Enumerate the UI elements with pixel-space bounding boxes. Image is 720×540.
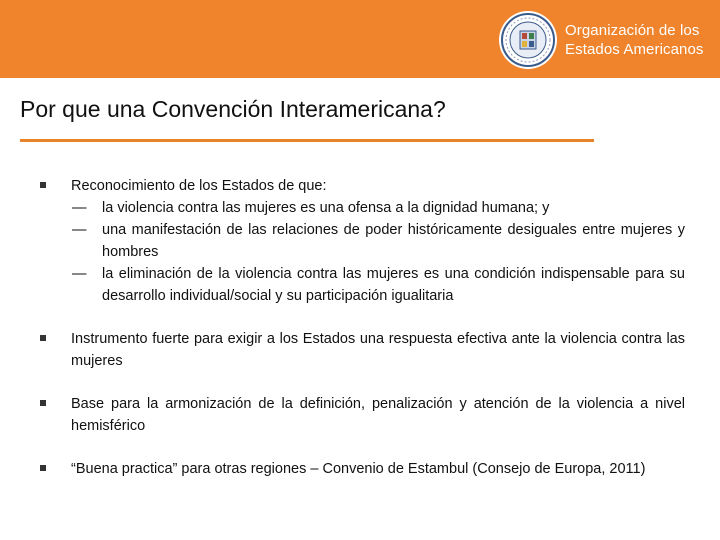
organization-name <box>565 21 704 59</box>
subitem <box>71 197 685 219</box>
bullet-text: Base para la armonización de la definición, penalización y atención de la violencia a nivel hemisférico <box>71 396 685 434</box>
bullet-item-recognition <box>40 175 685 307</box>
oas-seal-icon <box>498 10 558 70</box>
subitem-text: la violencia contra las mujeres es una ofensa a la dignidad humana; y <box>102 200 550 216</box>
dash-marker: — <box>72 266 87 282</box>
title-divider <box>20 139 594 142</box>
bullet-text: Reconocimiento de los Estados de que: <box>71 178 327 194</box>
subitem-text: una manifestación de las relaciones de poder históricamente desiguales entre mujeres y hombres <box>102 222 685 260</box>
bullet-item-instrument <box>40 328 685 372</box>
subitem <box>71 219 685 263</box>
square-bullet-icon <box>40 400 46 406</box>
dash-marker: — <box>72 222 87 238</box>
dash-marker: — <box>72 200 87 216</box>
bullet-list <box>40 175 685 501</box>
subitem <box>71 263 685 307</box>
square-bullet-icon <box>40 335 46 341</box>
bullet-item-good-practice <box>40 458 685 480</box>
bullet-text: Instrumento fuerte para exigir a los Estados una respuesta efectiva ante la violencia contra las mujeres <box>71 331 685 369</box>
bullet-item-harmonization <box>40 393 685 437</box>
slide-title: Por que una Convención Interamericana? <box>20 96 446 122</box>
header-banner <box>0 0 720 78</box>
subitem-text: la eliminación de la violencia contra las mujeres es una condición indispensable para su desarrollo individual/social y su participación igualitaria <box>102 266 685 304</box>
square-bullet-icon <box>40 465 46 471</box>
bullet-text: “Buena practica” para otras regiones – Convenio de Estambul (Consejo de Europa, 2011) <box>71 461 646 477</box>
organization-name-line2: Estados Americanos <box>565 41 704 58</box>
organization-name-line1: Organización de los <box>565 22 700 39</box>
square-bullet-icon <box>40 182 46 188</box>
